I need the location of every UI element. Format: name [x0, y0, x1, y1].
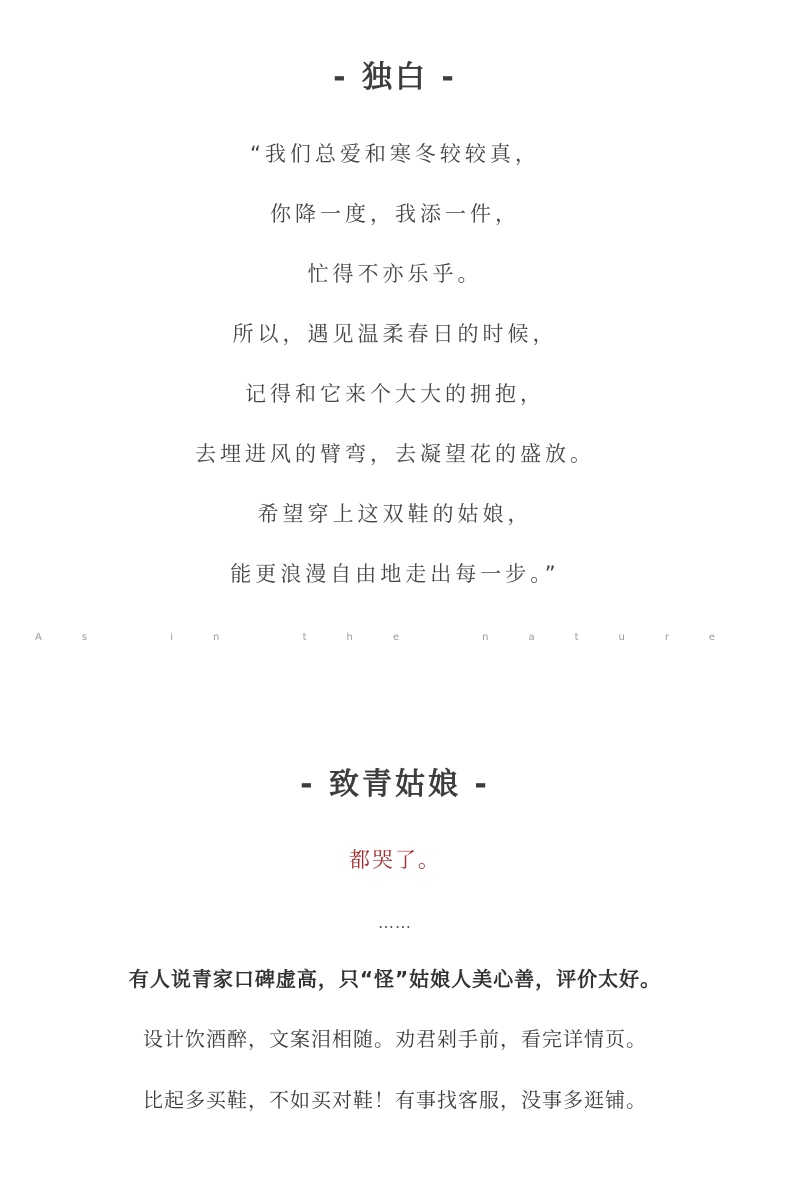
tagline-as-in-the-nature: As in the nature: [35, 632, 755, 643]
ellipsis-text: ……: [378, 913, 412, 932]
poem-line-2: 你降一度，我添一件，: [270, 202, 520, 226]
accent-text: 都哭了。: [349, 848, 441, 872]
poem-line-6: 去埋进风的臂弯，去凝望花的盛放。: [195, 442, 595, 466]
poem-line-1: “我们总爱和寒冬较较真，: [250, 142, 540, 166]
section-title-to-qing-girl: - 致青姑娘 -: [300, 767, 490, 802]
poem-line-7: 希望穿上这双鞋的姑娘，: [257, 502, 533, 526]
section-title-monologue: - 独白 -: [333, 60, 457, 95]
poem-line-3: 忙得不亦乐乎。: [307, 262, 483, 286]
poem-line-4: 所以，遇见温柔春日的时候，: [232, 322, 558, 346]
paragraph-1: 有人说青家口碑虚高，只“怪”姑娘人美心善，评价太好。: [128, 967, 662, 991]
paragraph-3: 比起多买鞋，不如买对鞋！有事找客服，没事多逛铺。: [143, 1088, 647, 1112]
paragraph-2: 设计饮酒醉，文案泪相随。劝君剁手前，看完详情页。: [143, 1027, 647, 1051]
poem-line-8: 能更浪漫自由地走出每一步。”: [230, 562, 560, 586]
poem-line-5: 记得和它来个大大的拥抱，: [245, 382, 545, 406]
